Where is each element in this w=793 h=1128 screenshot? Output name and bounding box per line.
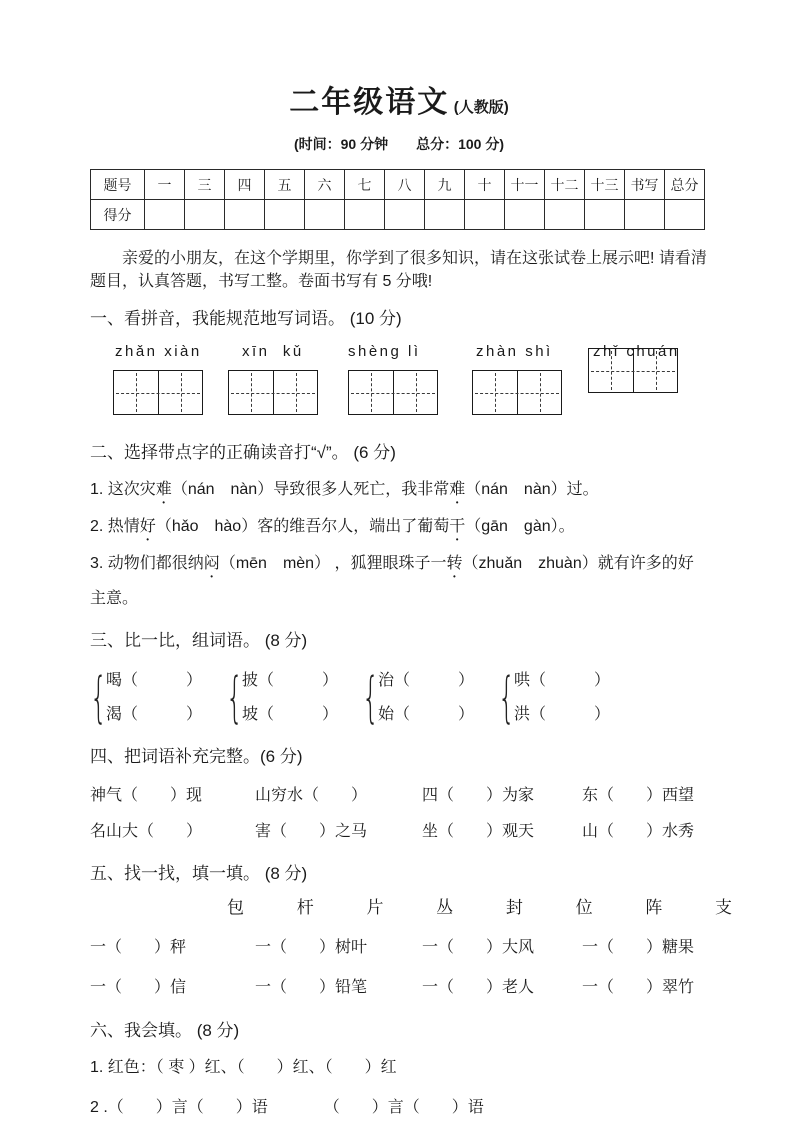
phrase-blank: 名山大（ ） (90, 823, 203, 840)
pinyin-label: zhàn shì (476, 343, 553, 360)
counter-blank: 一（ ）糖果 (582, 939, 695, 956)
score-header-cell: 五 (265, 170, 305, 200)
q2-item (90, 509, 708, 544)
edition-label: (人教版) (453, 99, 509, 116)
grid-cell (229, 371, 273, 414)
q6-heading: 六、我会填。 (8 分) (90, 1021, 240, 1040)
dotted-char: 闷 (203, 555, 220, 572)
score-header-cell: 书写 (625, 170, 665, 200)
score-input-cell (665, 200, 705, 230)
pair-line (378, 698, 474, 732)
grid-cell (393, 371, 437, 414)
q5-heading: 五、找一找，填一填。 (8 分) (90, 864, 308, 883)
answer-blank: （ ） (394, 672, 475, 689)
score-input-cell (505, 200, 545, 230)
grid-cell (158, 371, 202, 414)
score-header-cell: 九 (425, 170, 465, 200)
word-pair (498, 664, 634, 732)
answer-blank: （ ） (258, 706, 339, 723)
score-header-cell: 三 (185, 170, 225, 200)
word-pair (362, 664, 498, 732)
phrase-blank: 东（ ）西望 (582, 787, 695, 804)
score-row-label: 得分 (91, 200, 145, 230)
q2-item (90, 472, 708, 507)
q4-rows (90, 778, 708, 850)
score-header-cell: 四 (225, 170, 265, 200)
q2-item-text: （nán nàn）导致很多人死亡，我非常 (171, 481, 450, 498)
dotted-char: 难 (449, 481, 466, 498)
dotted-char: 好 (139, 518, 156, 535)
score-header-cell: 一 (145, 170, 185, 200)
score-input-cell (625, 200, 665, 230)
q2-item-text: 1. 这次灾 (90, 481, 156, 498)
pair-line (106, 664, 202, 698)
phrase-blank: 四（ ）为家 (422, 787, 535, 804)
q2-item-text: （nán nàn）过。 (465, 481, 599, 498)
brace-decoration: { (362, 666, 380, 729)
writing-grid (113, 370, 203, 415)
q2-item (90, 546, 708, 616)
score-input-cell (225, 200, 265, 230)
q4-heading: 四、把词语补充完整。(6 分) (90, 747, 303, 766)
score-input-cell (385, 200, 425, 230)
q5-rows (90, 928, 708, 1008)
q2-item-text: （gān gàn）。 (465, 518, 575, 535)
phrase-blank: 坐（ ）观天 (422, 823, 535, 840)
score-table-header-row (91, 170, 705, 200)
pinyin-label: zhǐ chuán (593, 343, 680, 360)
score-input-cell (265, 200, 305, 230)
writing-grid (472, 370, 562, 415)
score-input-cell (345, 200, 385, 230)
pair-char: 洪 (514, 706, 531, 723)
brace-decoration: { (90, 666, 108, 729)
word-bank: 包 杆 片 丛 封 位 阵 支 (227, 898, 757, 917)
score-table (90, 169, 705, 230)
score-input-cell (465, 200, 505, 230)
counter-blank: 一（ ）秤 (90, 939, 187, 956)
q2-item-text: 3. 动物们都很纳 (90, 555, 204, 572)
q4-row (90, 814, 708, 850)
score-header-cell: 六 (305, 170, 345, 200)
score-header-cell: 七 (345, 170, 385, 200)
pinyin-label: shèng lì (348, 343, 421, 360)
counter-blank: 一（ ）翠竹 (582, 979, 695, 996)
answer-blank: （ ） (122, 706, 203, 723)
score-header-cell: 十二 (545, 170, 585, 200)
score-input-cell (545, 200, 585, 230)
score-input-cell (585, 200, 625, 230)
q2-heading: 二、选择带点字的正确读音打“√”。 (6 分) (90, 443, 396, 462)
brace-decoration: { (498, 666, 516, 729)
pair-char: 披 (242, 672, 259, 689)
score-input-cell (305, 200, 345, 230)
phrase-blank: 害（ ）之马 (255, 823, 368, 840)
writing-grid (228, 370, 318, 415)
score-input-cell (425, 200, 465, 230)
pair-line (106, 698, 202, 732)
pinyin-label: xīn kǔ (242, 343, 304, 360)
q2-item-text: 2. 热情 (90, 518, 140, 535)
score-header-cell: 十三 (585, 170, 625, 200)
q6-items (90, 1048, 708, 1128)
score-table-corner-label: 题号 (91, 170, 145, 200)
pair-char: 始 (378, 706, 395, 723)
q3-heading: 三、比一比，组词语。 (8 分) (90, 631, 308, 650)
dotted-char: 转 (446, 555, 463, 572)
q2-item-text: （hǎo hào）客的维吾尔人，端出了葡萄 (155, 518, 450, 535)
pinyin-grid-section (90, 338, 708, 424)
score-input-cell (145, 200, 185, 230)
counter-blank: 一（ ）铅笔 (255, 979, 368, 996)
pair-line (242, 698, 338, 732)
writing-grid (348, 370, 438, 415)
counter-blank: 一（ ）大风 (422, 939, 535, 956)
word-pair (226, 664, 362, 732)
score-header-cell: 八 (385, 170, 425, 200)
pair-char: 哄 (514, 672, 531, 689)
q5-row (90, 928, 708, 968)
answer-blank: （ ） (394, 706, 475, 723)
exam-title: 二年级语文 (289, 86, 450, 119)
dotted-char: 干 (449, 518, 466, 535)
score-header-cell: 总分 (665, 170, 705, 200)
score-header-cell: 十 (465, 170, 505, 200)
grid-cell (349, 371, 393, 414)
pair-line (378, 664, 474, 698)
brace-decoration: { (226, 666, 244, 729)
q3-pairs-row (90, 664, 708, 732)
counter-blank: 一（ ）树叶 (255, 939, 368, 956)
grid-cell (273, 371, 317, 414)
q5-row (90, 968, 708, 1008)
answer-blank: （ ） (258, 672, 339, 689)
pair-char: 坡 (242, 706, 259, 723)
q1-heading: 一、看拼音，我能规范地写词语。 (10 分) (90, 309, 402, 328)
score-input-cell (185, 200, 225, 230)
phrase-blank: 山穷水（ ） (255, 787, 368, 804)
q2-item-text: （mēn mèn） ，狐狸眼珠子一 (219, 555, 447, 572)
score-table-score-row (91, 200, 705, 230)
answer-blank: （ ） (122, 672, 203, 689)
grid-cell (517, 371, 561, 414)
counter-blank: 一（ ）信 (90, 979, 187, 996)
q2-item-text: （zhuǎn zhuàn）就有许多的好主意。 (90, 555, 694, 607)
q6-item: 1. 红色：（ 枣 ）红、（ ）红、（ ）红 (90, 1059, 397, 1076)
pair-char: 渴 (106, 706, 123, 723)
dotted-char: 难 (155, 481, 172, 498)
word-pair (90, 664, 226, 732)
q4-row (90, 778, 708, 814)
pair-char: 治 (378, 672, 395, 689)
answer-blank: （ ） (530, 672, 611, 689)
phrase-blank: 神气（ ）现 (90, 787, 203, 804)
pair-line (514, 664, 610, 698)
pinyin-label: zhǎn xiàn (115, 343, 202, 360)
score-header-cell: 十一 (505, 170, 545, 200)
pair-line (242, 664, 338, 698)
intro-paragraph: 亲爱的小朋友，在这个学期里，你学到了很多知识，请在这张试卷上展示吧! 请看清题目，认真答题，书写工整。卷面书写有 5 分哦! (90, 250, 707, 290)
pair-char: 喝 (106, 672, 123, 689)
phrase-blank: 山（ ）水秀 (582, 823, 695, 840)
page-title (90, 86, 708, 125)
q6-item: 2 .（ ）言（ ）语 （ ）言（ ）语 (90, 1099, 484, 1116)
pair-line (514, 698, 610, 732)
grid-cell (114, 371, 158, 414)
answer-blank: （ ） (530, 706, 611, 723)
counter-blank: 一（ ）老人 (422, 979, 535, 996)
exam-info: (时间：90 分钟 总分：100 分) (293, 136, 505, 152)
grid-cell (473, 371, 517, 414)
